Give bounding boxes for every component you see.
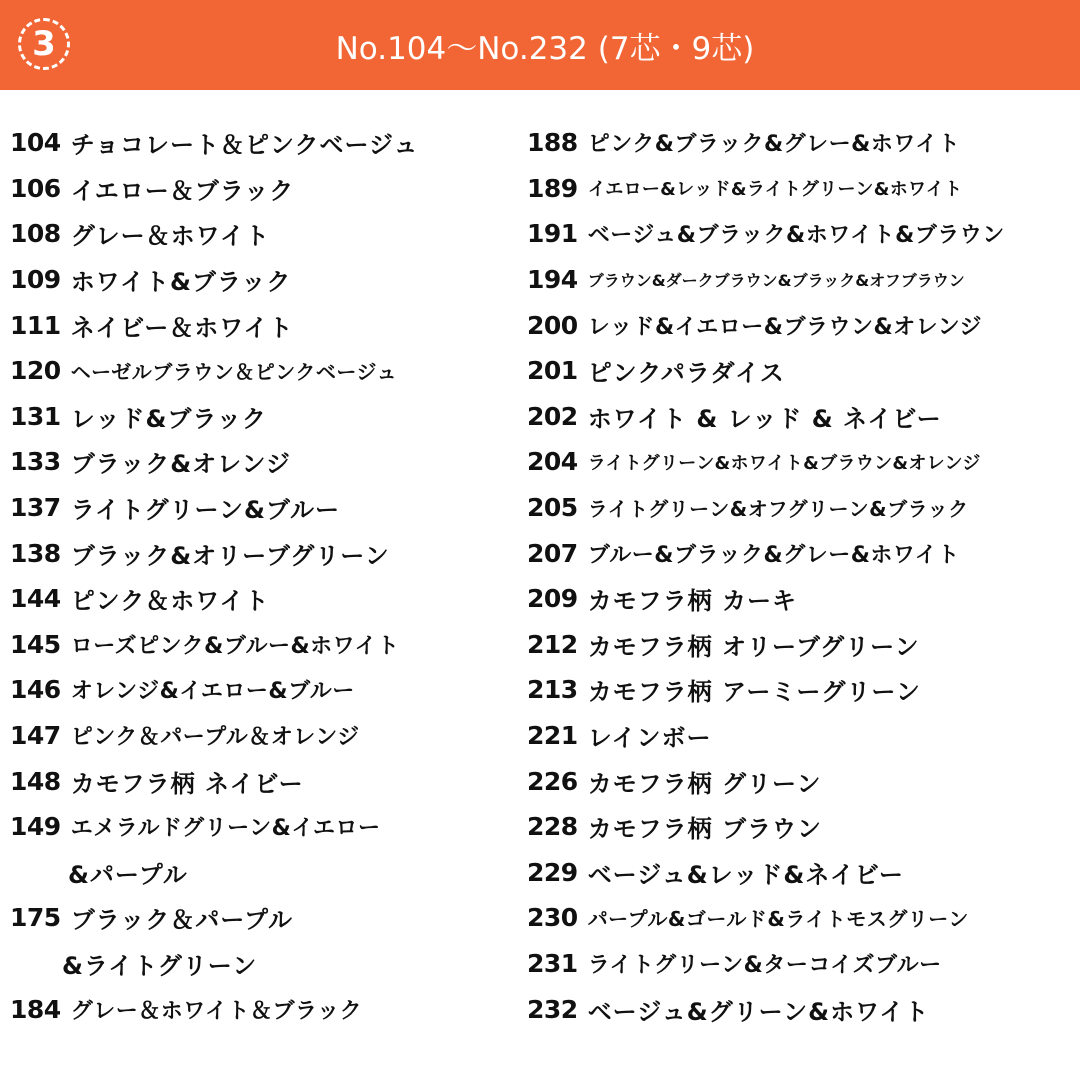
item-number: 191 bbox=[527, 219, 578, 249]
list-item bbox=[10, 576, 510, 622]
item-number: 201 bbox=[527, 356, 578, 386]
item-number: 111 bbox=[10, 310, 61, 340]
list-item bbox=[527, 485, 1072, 531]
item-name: ピンク＆ホワイト bbox=[70, 587, 270, 616]
list-item bbox=[527, 667, 1072, 713]
item-name: ライトグリーン&ブルー bbox=[70, 496, 340, 525]
item-number: 138 bbox=[10, 538, 61, 568]
list-item bbox=[527, 895, 1072, 941]
list-item bbox=[10, 667, 510, 713]
list-item bbox=[10, 895, 510, 941]
item-name: グレー＆ホワイト bbox=[70, 222, 270, 251]
item-number: 207 bbox=[527, 538, 578, 568]
item-number: 228 bbox=[527, 812, 578, 842]
item-name: パープル&ゴールド&ライトモスグリーン bbox=[587, 907, 969, 932]
item-name: オレンジ&イエロー&ブルー bbox=[70, 679, 355, 705]
item-name: ヘーゼルブラウン＆ピンクベージュ bbox=[70, 360, 398, 385]
item-number: 120 bbox=[10, 356, 61, 386]
list-item bbox=[10, 758, 510, 804]
item-number: 184 bbox=[10, 994, 61, 1024]
badge-number: 3 bbox=[32, 24, 56, 64]
item-number: 137 bbox=[10, 493, 61, 523]
item-name: ピンクパラダイス bbox=[587, 359, 785, 388]
item-name: ブラウン&ダークブラウン&ブラック&オフブラウン bbox=[587, 271, 965, 291]
item-number: 202 bbox=[527, 401, 578, 431]
list-item bbox=[10, 257, 510, 303]
item-name-continuation: &パープル bbox=[68, 860, 188, 889]
list-item bbox=[527, 850, 1072, 896]
item-number: 232 bbox=[527, 994, 578, 1024]
item-number: 104 bbox=[10, 128, 61, 158]
list-item bbox=[527, 713, 1072, 759]
list-item bbox=[527, 348, 1072, 394]
item-number: 147 bbox=[10, 721, 61, 751]
item-number: 108 bbox=[10, 219, 61, 249]
list-item bbox=[527, 394, 1072, 440]
item-name: レッド&ブラック bbox=[70, 404, 267, 433]
item-number: 213 bbox=[527, 675, 578, 705]
left-color-list bbox=[10, 120, 510, 1032]
list-item bbox=[10, 485, 510, 531]
item-number: 149 bbox=[10, 812, 61, 842]
item-name: ホワイト&ブラック bbox=[70, 268, 292, 297]
list-item bbox=[527, 622, 1072, 668]
list-item bbox=[10, 348, 510, 394]
item-name: イエロー＆ブラック bbox=[70, 176, 295, 205]
list-item bbox=[10, 986, 510, 1032]
item-name: レッド&イエロー&ブラウン&オレンジ bbox=[587, 314, 983, 340]
list-item-continuation bbox=[10, 850, 510, 896]
list-item bbox=[527, 166, 1072, 212]
item-number: 144 bbox=[10, 584, 61, 614]
item-number: 133 bbox=[10, 447, 61, 477]
list-item bbox=[10, 302, 510, 348]
item-name: イエロー&レッド&ライトグリーン&ホワイト bbox=[587, 179, 963, 201]
item-name: ブルー&ブラック&グレー&ホワイト bbox=[587, 542, 960, 568]
item-number: 221 bbox=[527, 721, 578, 751]
item-number: 109 bbox=[10, 265, 61, 295]
item-number: 200 bbox=[527, 310, 578, 340]
list-item bbox=[10, 713, 510, 759]
list-item bbox=[527, 120, 1072, 166]
item-name: レインボー bbox=[587, 724, 712, 753]
list-item bbox=[527, 986, 1072, 1032]
item-number: 146 bbox=[10, 675, 61, 705]
list-item bbox=[10, 394, 510, 440]
item-name: ベージュ&レッド&ネイビー bbox=[587, 860, 904, 889]
list-item bbox=[527, 804, 1072, 850]
list-item bbox=[527, 211, 1072, 257]
item-name: カモフラ柄 グリーン bbox=[587, 769, 822, 798]
item-name: ブラック&オレンジ bbox=[70, 450, 291, 479]
item-name: カモフラ柄 オリーブグリーン bbox=[587, 632, 920, 661]
item-name: ライトグリーン&ターコイズブルー bbox=[587, 952, 942, 978]
item-number: 230 bbox=[527, 903, 578, 933]
item-number: 188 bbox=[527, 128, 578, 158]
item-number: 148 bbox=[10, 766, 61, 796]
item-name: カモフラ柄 カーキ bbox=[587, 587, 798, 616]
item-name: ブラック&オリーブグリーン bbox=[70, 541, 390, 570]
page-title: No.104〜No.232 (7芯・9芯) bbox=[335, 30, 755, 67]
list-item bbox=[527, 941, 1072, 987]
list-item bbox=[10, 530, 510, 576]
item-name: ホワイト & レッド & ネイビー bbox=[587, 404, 942, 433]
list-item bbox=[527, 576, 1072, 622]
item-number: 204 bbox=[527, 447, 578, 477]
item-number: 175 bbox=[10, 903, 61, 933]
item-number: 231 bbox=[527, 948, 578, 978]
list-item bbox=[10, 622, 510, 668]
item-name: ローズピンク&ブルー&ホワイト bbox=[70, 633, 400, 659]
item-name: ライトグリーン&ホワイト&ブラウン&オレンジ bbox=[587, 452, 981, 474]
list-item bbox=[527, 439, 1072, 485]
item-name: ネイビー＆ホワイト bbox=[70, 313, 294, 342]
list-item bbox=[10, 439, 510, 485]
right-color-list bbox=[527, 120, 1072, 1032]
item-name: ベージュ&グリーン&ホワイト bbox=[587, 997, 930, 1026]
item-number: 226 bbox=[527, 766, 578, 796]
item-number: 194 bbox=[527, 265, 578, 295]
item-name: エメラルドグリーン&イエロー bbox=[70, 816, 381, 842]
list-item-continuation bbox=[10, 941, 510, 987]
list-item bbox=[10, 166, 510, 212]
list-item bbox=[527, 530, 1072, 576]
list-item bbox=[527, 302, 1072, 348]
header-bar bbox=[0, 0, 1080, 90]
item-name: ブラック＆パープル bbox=[70, 906, 294, 935]
item-name: ベージュ&ブラック&ホワイト&ブラウン bbox=[587, 223, 1005, 249]
item-number: 209 bbox=[527, 584, 578, 614]
list-item bbox=[10, 120, 510, 166]
item-name: グレー＆ホワイト＆ブラック bbox=[70, 998, 363, 1024]
item-number: 145 bbox=[10, 629, 61, 659]
item-name: ピンク＆パープル＆オレンジ bbox=[70, 725, 360, 751]
item-name: ピンク&ブラック&グレー&ホワイト bbox=[587, 132, 961, 158]
item-name: チョコレート＆ピンクベージュ bbox=[70, 131, 419, 160]
item-number: 205 bbox=[527, 493, 578, 523]
item-number: 229 bbox=[527, 857, 578, 887]
item-name: カモフラ柄 アーミーグリーン bbox=[587, 678, 921, 707]
item-name: カモフラ柄 ブラウン bbox=[587, 815, 823, 844]
list-item bbox=[527, 758, 1072, 804]
list-item bbox=[527, 257, 1072, 303]
item-name-continuation: &ライトグリーン bbox=[62, 951, 258, 980]
list-item bbox=[10, 804, 510, 850]
list-item bbox=[10, 211, 510, 257]
item-name: ライトグリーン&オフグリーン&ブラック bbox=[587, 497, 969, 522]
item-number: 212 bbox=[527, 629, 578, 659]
item-number: 106 bbox=[10, 173, 61, 203]
item-name: カモフラ柄 ネイビー bbox=[70, 769, 304, 798]
item-number: 131 bbox=[10, 401, 61, 431]
item-number: 189 bbox=[527, 173, 578, 203]
